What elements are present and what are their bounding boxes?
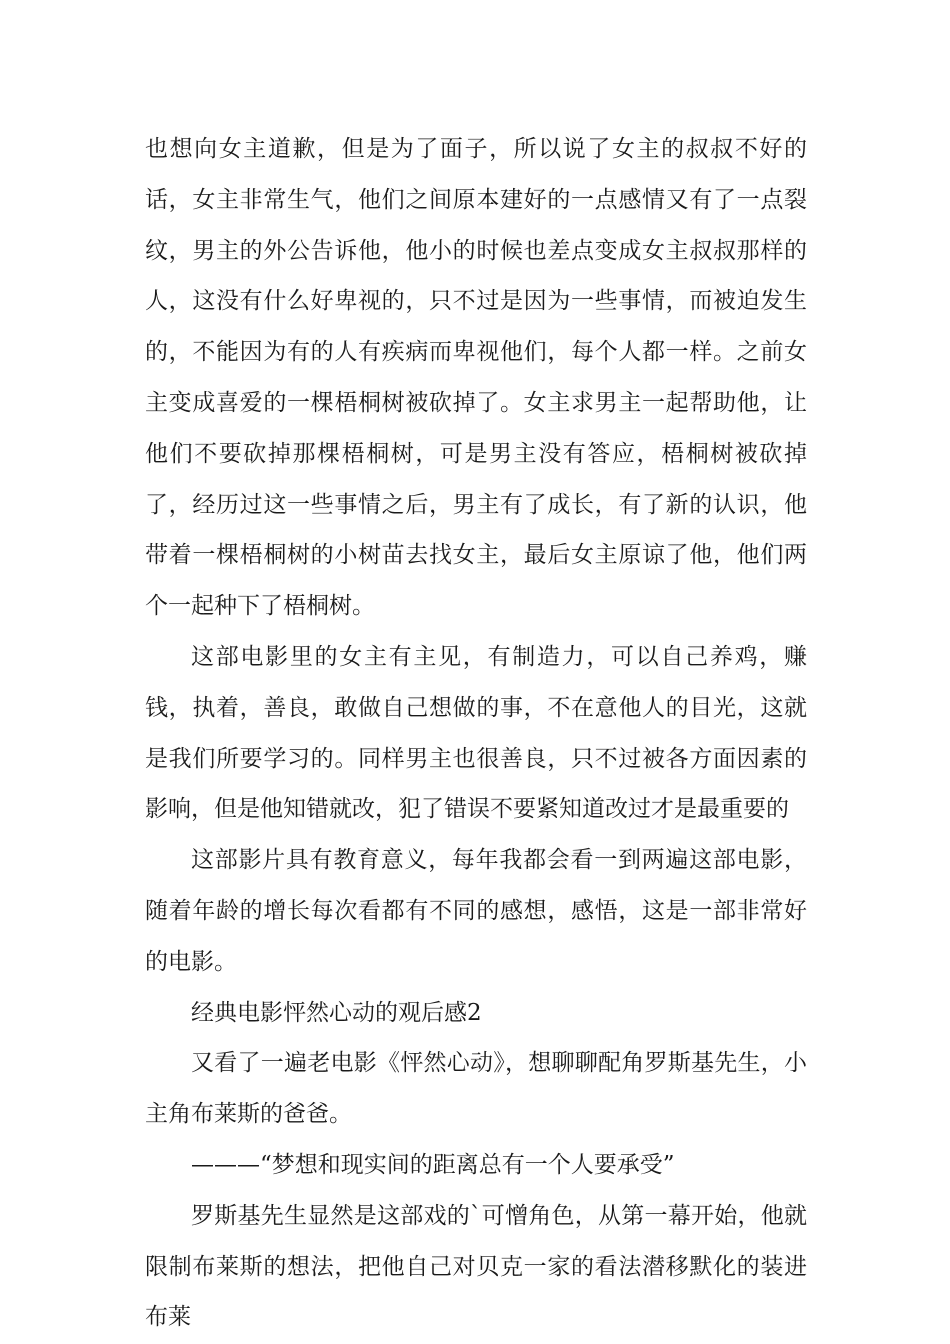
paragraph-conclusion: 这部影片具有教育意义，每年我都会看一到两遍这部电影，随着年龄的增长每次看都有不同的感想，感悟，这是一部非常好的电影。	[145, 847, 807, 975]
paragraph-quote: ———“梦想和现实间的距离总有一个人要承受”	[191, 1151, 675, 1178]
paragraph-continuation: 也想向女主道歉，但是为了面子，所以说了女主的叔叔不好的话，女主非常生气，他们之间原本建好的一点感情又有了一点裂纹，男主的外公告诉他，他小的时候也差点变成女主叔叔那样的人，这没有什么好卑视的，只不过是因为一些事情，而被迫发生的，不能因为有的人有疾病而卑视他们，每个人都一样。之前女主变成喜爱的一棵梧桐树被砍掉了。女主求男主一起帮助他，让他们不要砍掉那棵梧桐树，可是男主没有答应，梧桐树被砍掉了，经历过这一些事情之后，男主有了成长，有了新的认识，他带着一棵梧桐树的小树苗去找女主，最后女主原谅了他，他们两个一起种下了梧桐树。	[145, 136, 807, 620]
paragraph-analysis: 罗斯基先生显然是这部戏的`可憎角色，从第一幕开始，他就限制布莱斯的想法，把他自己对贝克一家的看法潜移默化的装进布莱	[145, 1202, 807, 1331]
paragraph-review: 这部电影里的女主有主见，有制造力，可以自己养鸡，赚钱，执着，善良，敢做自己想做的事，不在意他人的目光，这就是我们所要学习的。同样男主也很善良，只不过被各方面因素的影响，但是他知错就改，犯了错误不要紧知道改过才是最重要的	[145, 643, 807, 823]
section-heading: 经典电影怦然心动的观后感2	[191, 999, 482, 1026]
paragraph-intro: 又看了一遍老电影《怦然心动》，想聊聊配角罗斯基先生，小主角布莱斯的爸爸。	[145, 1050, 807, 1128]
document-body	[145, 124, 807, 1343]
